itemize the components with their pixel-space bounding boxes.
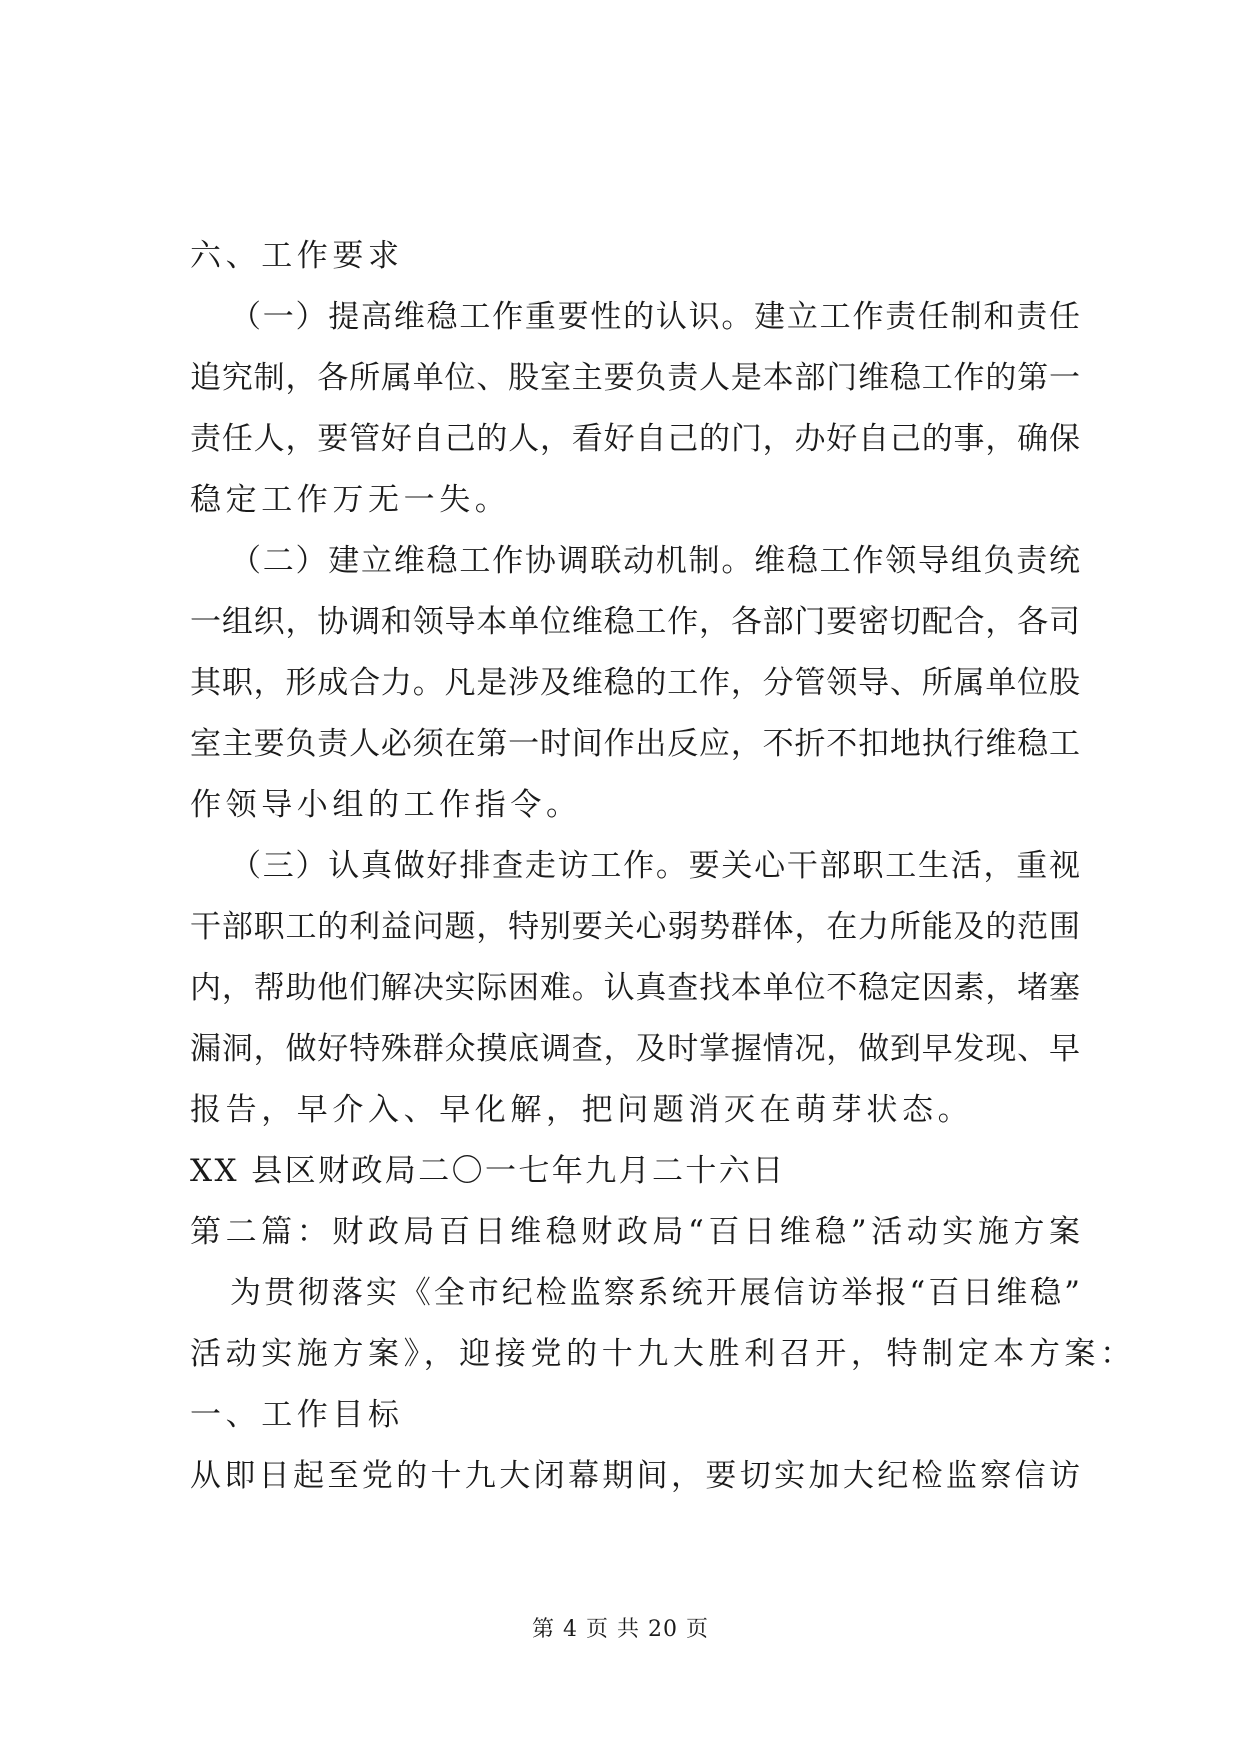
paragraph-line: （三）认真做好排查走访工作。要关心干部职工生活，重视 — [230, 848, 1080, 884]
paragraph-line: （二）建立维稳工作协调联动机制。维稳工作领导组负责统 — [230, 543, 1080, 579]
chapter-title: 第二篇：财政局百日维稳财政局“百日维稳”活动实施方案 — [190, 1214, 1080, 1250]
paragraph-line: 漏洞，做好特殊群众摸底调查，及时掌握情况，做到早发现、早 — [190, 1031, 1080, 1067]
paragraph-line: 作领导小组的工作指令。 — [190, 787, 582, 823]
paragraph-line: 内，帮助他们解决实际困难。认真查找本单位不稳定因素，堵塞 — [190, 970, 1080, 1006]
paragraph-line: 为贯彻落实《全市纪检监察系统开展信访举报“百日维稳” — [230, 1275, 1080, 1311]
paragraph-line: 干部职工的利益问题，特别要关心弱势群体，在力所能及的范围 — [190, 909, 1080, 945]
paragraph-line: 稳定工作万无一失。 — [190, 482, 511, 518]
document-body — [190, 226, 1136, 1507]
paragraph-line: 室主要负责人必须在第一时间作出反应，不折不扣地执行维稳工 — [190, 726, 1080, 762]
signature-date-line: XX 县区财政局二〇一七年九月二十六日 — [190, 1153, 786, 1189]
paragraph-line: 从即日起至党的十九大闭幕期间，要切实加大纪检监察信访 — [190, 1458, 1080, 1494]
page-number-footer: 第 4 页 共 20 页 — [532, 1617, 709, 1642]
paragraph-line: 追究制，各所属单位、股室主要负责人是本部门维稳工作的第一 — [190, 360, 1080, 396]
paragraph-line: 活动实施方案》，迎接党的十九大胜利召开，特制定本方案： — [190, 1336, 1136, 1372]
paragraph-line: 其职，形成合力。凡是涉及维稳的工作，分管领导、所属单位股 — [190, 665, 1080, 701]
paragraph-line: 一组织，协调和领导本单位维稳工作，各部门要密切配合，各司 — [190, 604, 1080, 640]
section-heading-work-requirements: 六、工作要求 — [190, 238, 404, 274]
paragraph-line: 责任人，要管好自己的人，看好自己的门，办好自己的事，确保 — [190, 421, 1080, 457]
paragraph-line: （一）提高维稳工作重要性的认识。建立工作责任制和责任 — [230, 299, 1080, 335]
paragraph-line: 报告，早介入、早化解，把问题消灭在萌芽状态。 — [190, 1092, 974, 1128]
section-heading-work-goals: 一、工作目标 — [190, 1397, 404, 1433]
